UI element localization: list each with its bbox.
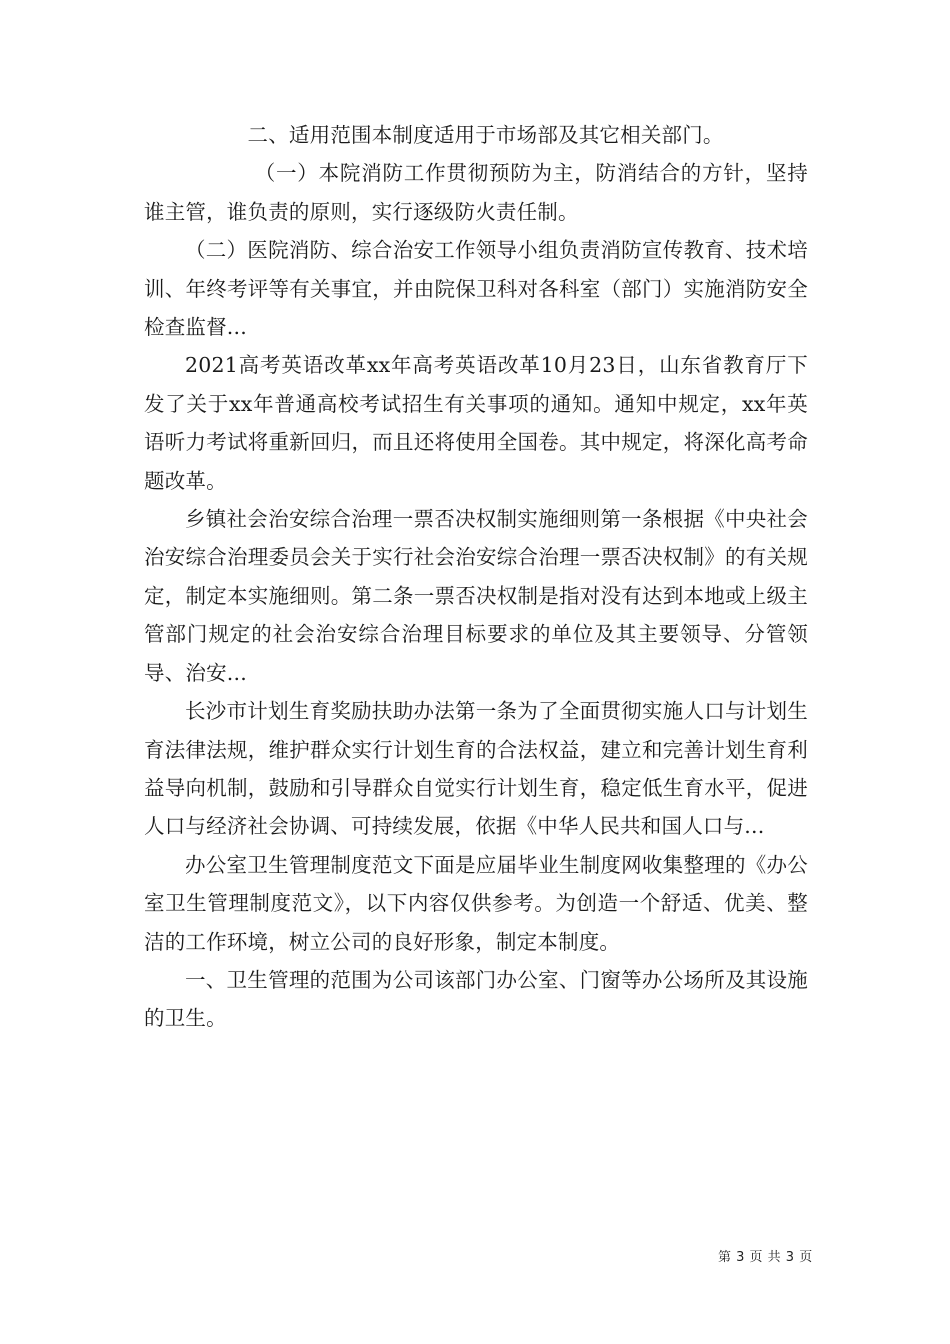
paragraph-english-exam-reform: 2021高考英语改革xx年高考英语改革10月23日，山东省教育厅下发了关于xx年普通高校考试招生有关事项的通知。通知中规定，xx年英语听力考试将重新回归，而且还将使用全国卷。其中规定，将深化高考命题改革。 (144, 353, 808, 493)
paragraph-scope: 二、适用范围本制度适用于市场部及其它相关部门。 (247, 123, 724, 147)
paragraph-fire-leadership: （二）医院消防、综合治安工作领导小组负责消防宣传教育、技术培训、年终考评等有关事宜，并由院保卫科对各科室（部门）实施消防安全检查监督... (144, 238, 808, 340)
page-number-footer: 第 3 页 共 3 页 (718, 1250, 813, 1265)
paragraph-office-hygiene: 办公室卫生管理制度范文下面是应届毕业生制度网收集整理的《办公室卫生管理制度范文》，以下内容仅供参考。为创造一个舒适、优美、整洁的工作环境，树立公司的良好形象，制定本制度。 (144, 852, 808, 954)
paragraph-public-security-veto: 乡镇社会治安综合治理一票否决权制实施细则第一条根据《中央社会治安综合治理委员会关于实行社会治安综合治理一票否决权制》的有关规定，制定本实施细则。第二条一票否决权制是指对没有达到本地或上级主管部门规定的社会治安综合治理目标要求的单位及其主要领导、分管领导、治安... (144, 507, 808, 685)
paragraph-hygiene-scope: 一、卫生管理的范围为公司该部门办公室、门窗等办公场所及其设施的卫生。 (144, 967, 808, 1031)
paragraph-fire-policy: （一）本院消防工作贯彻预防为主，防消结合的方针，坚持谁主管，谁负责的原则，实行逐级防火责任制。 (144, 161, 808, 224)
document-body (144, 116, 808, 1038)
paragraph-family-planning: 长沙市计划生育奖励扶助办法第一条为了全面贯彻实施人口与计划生育法律法规，维护群众实行计划生育的合法权益，建立和完善计划生育利益导向机制，鼓励和引导群众自觉实行计划生育，稳定低生育水平，促进人口与经济社会协调、可持续发展，依据《中华人民共和国人口与... (144, 699, 808, 839)
